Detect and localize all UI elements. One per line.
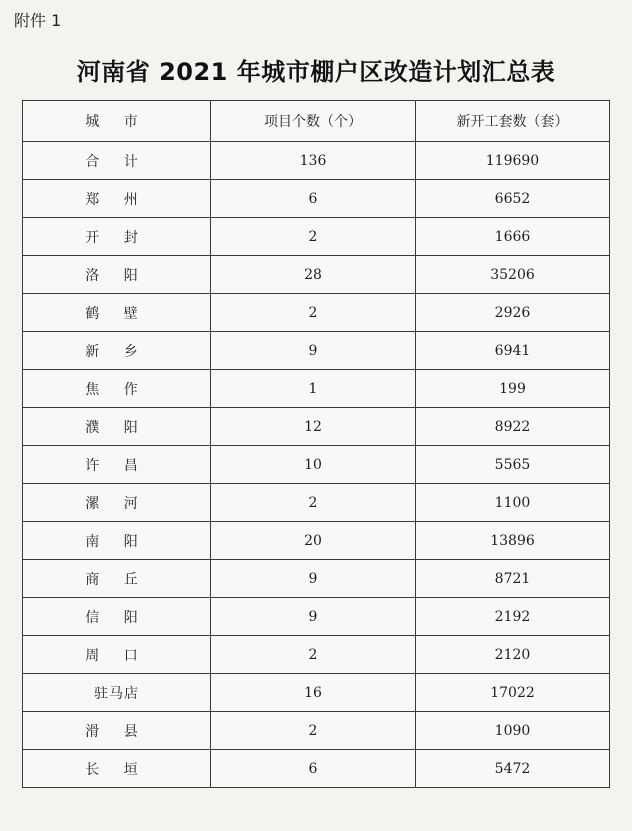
row-units: 5565 — [416, 446, 610, 484]
row-projects: 9 — [211, 560, 416, 598]
row-projects: 2 — [211, 484, 416, 522]
table-row — [23, 408, 610, 446]
table-row — [23, 712, 610, 750]
table-row — [23, 750, 610, 788]
row-units: 2192 — [416, 598, 610, 636]
row-city: 开 封 — [23, 218, 211, 256]
row-units: 6652 — [416, 180, 610, 218]
table-row — [23, 598, 610, 636]
row-city: 驻马店 — [23, 674, 211, 712]
row-projects: 12 — [211, 408, 416, 446]
table-row — [23, 522, 610, 560]
header-projects: 项目个数（个） — [211, 101, 416, 142]
header-row — [23, 101, 610, 142]
row-city: 商 丘 — [23, 560, 211, 598]
table-row — [23, 446, 610, 484]
row-projects: 9 — [211, 598, 416, 636]
row-units: 8922 — [416, 408, 610, 446]
row-units: 1090 — [416, 712, 610, 750]
row-city: 滑 县 — [23, 712, 211, 750]
table-row — [23, 332, 610, 370]
row-units: 199 — [416, 370, 610, 408]
row-projects: 10 — [211, 446, 416, 484]
row-units: 17022 — [416, 674, 610, 712]
row-projects: 1 — [211, 370, 416, 408]
row-city: 许 昌 — [23, 446, 211, 484]
row-units: 6941 — [416, 332, 610, 370]
row-units: 35206 — [416, 256, 610, 294]
row-city: 洛 阳 — [23, 256, 211, 294]
row-city: 南 阳 — [23, 522, 211, 560]
total-projects: 136 — [211, 142, 416, 180]
total-row — [23, 142, 610, 180]
table-row — [23, 180, 610, 218]
row-units: 2926 — [416, 294, 610, 332]
row-projects: 9 — [211, 332, 416, 370]
row-units: 1100 — [416, 484, 610, 522]
row-projects: 6 — [211, 180, 416, 218]
summary-table — [22, 100, 610, 788]
row-city: 濮 阳 — [23, 408, 211, 446]
row-units: 1666 — [416, 218, 610, 256]
attachment-label: 附件 1 — [14, 11, 62, 30]
row-city: 新 乡 — [23, 332, 211, 370]
table-row — [23, 484, 610, 522]
total-label: 合 计 — [23, 142, 211, 180]
table-row — [23, 256, 610, 294]
table-row — [23, 674, 610, 712]
page-title: 河南省 2021 年城市棚户区改造计划汇总表 — [76, 58, 556, 86]
row-projects: 2 — [211, 712, 416, 750]
header-city: 城 市 — [23, 101, 211, 142]
row-units: 13896 — [416, 522, 610, 560]
row-city: 鹤 壁 — [23, 294, 211, 332]
row-projects: 6 — [211, 750, 416, 788]
row-projects: 2 — [211, 636, 416, 674]
row-city: 周 口 — [23, 636, 211, 674]
table-row — [23, 560, 610, 598]
row-units: 5472 — [416, 750, 610, 788]
row-projects: 20 — [211, 522, 416, 560]
row-city: 焦 作 — [23, 370, 211, 408]
header-units: 新开工套数（套） — [416, 101, 610, 142]
row-units: 2120 — [416, 636, 610, 674]
row-city: 长 垣 — [23, 750, 211, 788]
table-row — [23, 218, 610, 256]
row-city: 漯 河 — [23, 484, 211, 522]
table-row — [23, 636, 610, 674]
row-city: 信 阳 — [23, 598, 211, 636]
row-projects: 28 — [211, 256, 416, 294]
row-city: 郑 州 — [23, 180, 211, 218]
total-units: 119690 — [416, 142, 610, 180]
row-projects: 16 — [211, 674, 416, 712]
row-units: 8721 — [416, 560, 610, 598]
table-row — [23, 370, 610, 408]
table-row — [23, 294, 610, 332]
row-projects: 2 — [211, 218, 416, 256]
row-projects: 2 — [211, 294, 416, 332]
